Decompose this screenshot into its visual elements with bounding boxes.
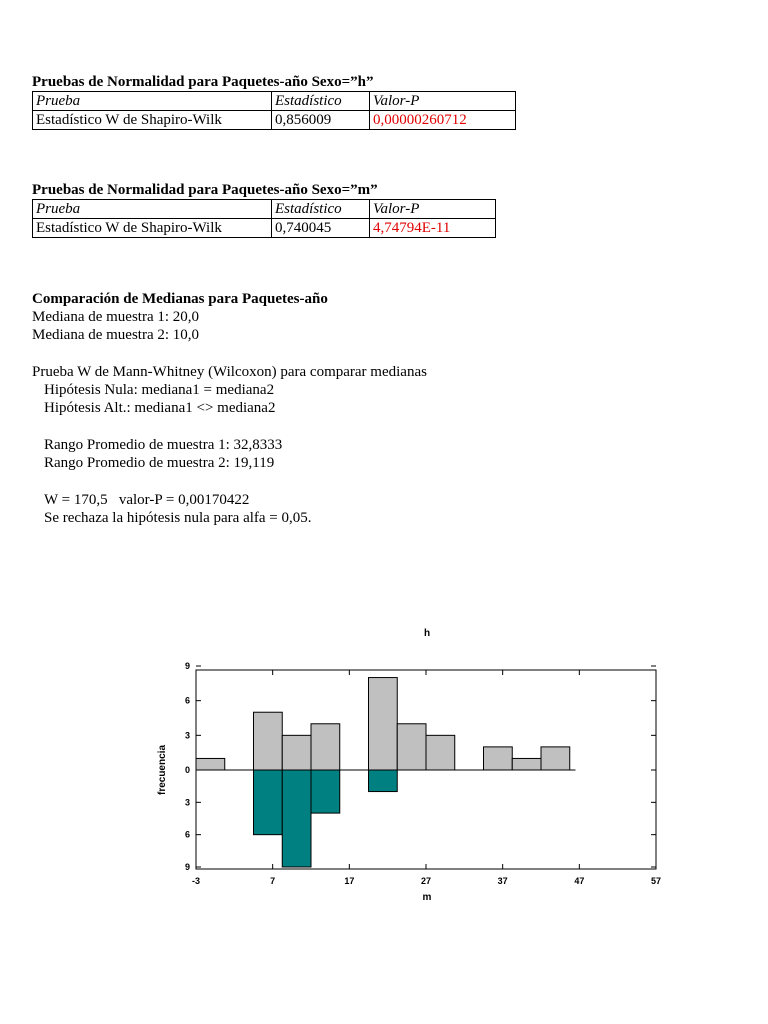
cell-pvalue: 4,74794E-11 [370, 219, 496, 238]
y-tick-label: 3 [184, 797, 190, 808]
w-statistic: W = 170,5 valor-P = 0,00170422 [44, 491, 250, 508]
normality-test-h [32, 73, 516, 130]
results-table [32, 91, 516, 130]
col-header-test: Prueba [33, 200, 272, 219]
histogram-bar-h [369, 678, 398, 770]
cell-statistic: 0,740045 [272, 219, 370, 238]
histogram-bar-h [426, 735, 455, 770]
histogram-bar-m [254, 770, 283, 835]
y-tick-label: 9 [184, 661, 190, 671]
x-tick-label: 17 [344, 876, 355, 886]
rank-average-2: Rango Promedio de muestra 2: 19,119 [44, 455, 275, 472]
histogram-bar-h [254, 712, 283, 770]
x-axis-label: m [422, 892, 432, 903]
histogram-bar-h [311, 724, 340, 770]
x-tick-label: -3 [191, 876, 201, 886]
histogram-bar-h [484, 747, 513, 770]
cell-statistic: 0,856009 [272, 111, 370, 130]
section-title: Comparación de Medianas para Paquetes-año [32, 291, 328, 307]
normality-test-m [32, 181, 496, 238]
histogram-bar-h [397, 724, 426, 770]
back-to-back-histogram [150, 620, 670, 910]
histogram-bar-h [196, 758, 225, 770]
histogram-bar-m [282, 770, 311, 867]
histogram-bar-m [311, 770, 340, 813]
histogram-bar-h [282, 735, 311, 770]
x-tick-label: 57 [650, 876, 662, 886]
y-tick-label: 0 [184, 765, 190, 775]
col-header-test: Prueba [33, 92, 272, 111]
conclusion: Se rechaza la hipótesis nula para alfa = 0,05. [44, 510, 312, 527]
x-tick-label: 37 [497, 876, 508, 886]
y-tick-label: 6 [184, 829, 190, 840]
median-2: Mediana de muestra 2: 10,0 [32, 327, 200, 344]
chart-title: h [423, 628, 431, 639]
y-tick-label: 3 [184, 730, 190, 741]
x-tick-label: 7 [270, 876, 276, 886]
rank-average-1: Rango Promedio de muestra 1: 32,8333 [44, 437, 283, 454]
alt-hypothesis: Hipótesis Alt.: mediana1 <> mediana2 [44, 400, 276, 417]
col-header-pvalue: Valor-P [370, 92, 516, 111]
null-hypothesis: Hipótesis Nula: mediana1 = mediana2 [44, 382, 275, 399]
mann-whitney-title: Prueba W de Mann-Whitney (Wilcoxon) para comparar medianas [32, 363, 427, 380]
cell-test-name: Estadístico W de Shapiro-Wilk [33, 219, 272, 238]
col-header-pvalue: Valor-P [370, 200, 496, 219]
y-tick-label: 9 [184, 862, 190, 872]
section-title: Pruebas de Normalidad para Paquetes-año Sexo=”h” [32, 74, 374, 90]
x-tick-label: 27 [420, 876, 432, 886]
histogram-bar-m [369, 770, 398, 792]
col-header-statistic: Estadístico [272, 92, 370, 111]
histogram-bar-h [512, 758, 541, 770]
histogram-bar-h [541, 747, 570, 770]
y-axis-label: frecuencia [157, 744, 168, 796]
y-tick-label: 6 [184, 695, 190, 706]
col-header-statistic: Estadístico [272, 200, 370, 219]
median-1: Mediana de muestra 1: 20,0 [32, 309, 200, 325]
x-tick-label: 47 [574, 876, 585, 886]
section-title: Pruebas de Normalidad para Paquetes-año Sexo=”m” [32, 182, 378, 198]
results-table [32, 199, 496, 238]
cell-test-name: Estadístico W de Shapiro-Wilk [33, 111, 272, 130]
cell-pvalue: 0,00000260712 [370, 111, 516, 130]
median-comparison [32, 290, 427, 528]
